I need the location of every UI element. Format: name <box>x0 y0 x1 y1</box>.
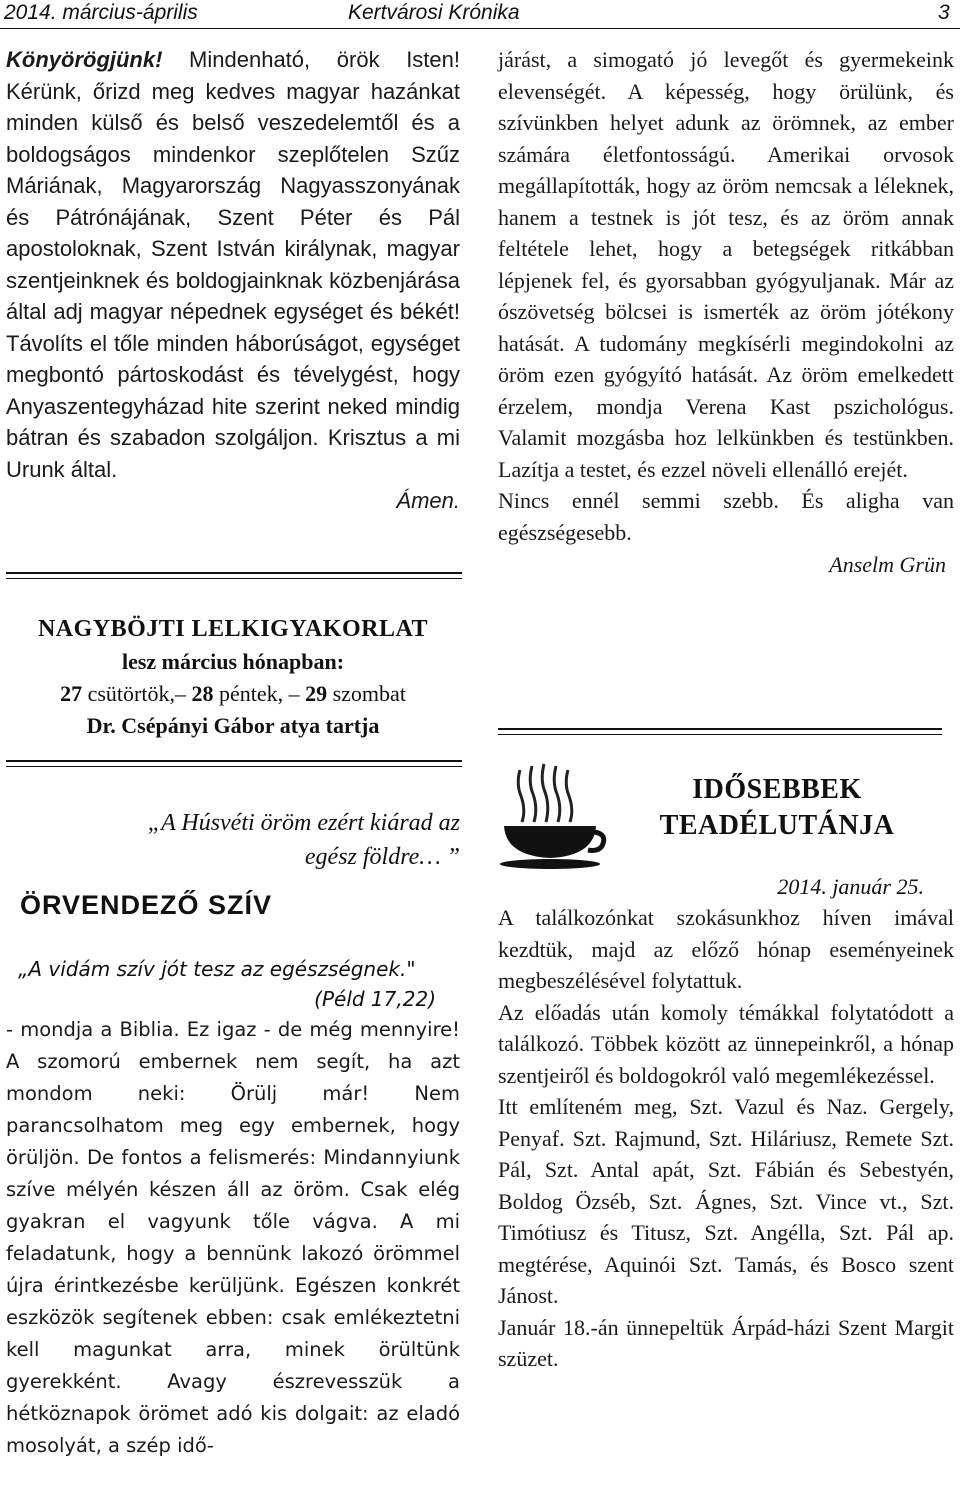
prayer-text: Mindenható, örök Isten! Kérünk, őrizd meg kedves magyar hazánkat minden külső és belső veszedelemtől és a boldogságos mindenkor szeplőtelen Szűz Máriának, Magyarország Nagyasszonyának és Pátrónájának, Szent Péter és Pál apostoloknak, Szent István királynak, magyar szentjeinknek és boldogjainknak közbenjárása által adj magyar népednek egységet és békét! Távolíts el tőle minden háborúságot, egységet megbontó pártoskodást és tévelygést, hogy Anyaszentegyházad hite szerint neked mindig bátran és szabadon szolgáljon. Krisztus a mi Urunk által. <box>6 47 460 482</box>
divider <box>6 572 462 579</box>
tea-paragraph-3: Itt említeném meg, Szt. Vazul és Naz. Gergely, Penyaf. Szt. Rajmund, Szt. Hiláriusz, Remete Szt. Pál, Szt. Antal apát, Szt. Fábián és Sebestyén, Boldog Özséb, Szt. Ágnes, Szt. Vince vt., Szt. Timótiusz és Titusz, Szt. Angélla, Szt. Pál ap. megtérése, Aquinói Szt. Tamás, és Bosco szent Jánost. <box>498 1094 954 1308</box>
header-rule <box>0 28 960 29</box>
prayer-section <box>6 44 460 517</box>
tea-report <box>498 902 954 1375</box>
date-3-text: szombat <box>327 681 406 706</box>
article-text: járást, a simogató jó levegőt és gyermekeink elevenségét. A képesség, hogy örülünk, és szívünkben helyet adunk az örömnek, az ember számára életfontosságú. Amerikai orvosok megállapították, hogy az öröm nemcsak a léleknek, hanem a testnek is jót tesz, és az öröm annak feltétele lehet, hogy a betegségek ritkábban lépjenek fel, és gyorsabban gyógyuljanak. Már az ószövetség bölcsei is ismerték az öröm jótékony hatását. A tudomány megkísérli megindokolni az öröm ezen gyógyító hatását. Az öröm emelkedett érzelem, mondja Verena Kast pszichológus. Valamit mozgásba hoz lelkünkben és testünkben. Lazítja a testet, és ezzel növeli ellenálló erejét. <box>498 47 954 482</box>
steaming-cup-icon <box>498 760 608 870</box>
tea-title-line-1: IDŐSEBBEK <box>692 774 862 805</box>
bible-quote: „A vidám szív jót tesz az egészségnek." <box>18 957 416 981</box>
date-2: 28 <box>191 681 214 706</box>
tea-title-line-2: TEADÉLUTÁNJA <box>659 810 895 841</box>
running-header <box>0 0 960 30</box>
retreat-title: NAGYBÖJTI LELKIGYAKORLAT <box>37 616 429 642</box>
article-conclusion: Nincs ennél semmi szebb. És aligha van egészségesebb. <box>498 488 954 545</box>
date-1-text: csütörtök,– <box>82 681 192 706</box>
article-title: ÖRVENDEZŐ SZÍV <box>20 890 273 920</box>
page-number: 3 <box>938 1 950 24</box>
prayer-amen: Ámen. <box>396 488 460 513</box>
prayer-lead: Könyörögjünk! <box>6 47 163 72</box>
prayer-paragraph <box>6 44 460 485</box>
joy-article-continued <box>498 44 954 582</box>
publication-title: Kertvárosi Krónika <box>348 1 520 24</box>
tea-paragraph-4: Január 18.-án ünnepeltük Árpád-házi Szent Margit szüzet. <box>498 1314 954 1371</box>
retreat-dates <box>0 678 466 710</box>
tea-date: 2014. január 25. <box>777 874 924 899</box>
date-2-text: péntek, – <box>213 681 306 706</box>
issue-date: 2014. március-április <box>4 1 198 24</box>
divider <box>6 760 462 767</box>
retreat-subtitle: lesz március hónapban: <box>121 649 345 674</box>
easter-quote: „A Húsvéti öröm ezért kiárad az egész földre… ” <box>147 810 460 870</box>
article-author: Anselm Grün <box>829 552 946 577</box>
tea-title <box>612 772 942 844</box>
article-text: - mondja a Biblia. Ez igaz - de még mennyire! A szomorú embernek nem segít, ha azt mondom neki: Örülj már! Nem parancsolhatom meg egy embernek, hogy örüljön. De fontos a felismerés: Mindannyiunk szíve mélyén készen áll az öröm. Csak elég gyakran el vagyunk tőle vágva. A mi feladatunk, hogy a bennünk lakozó örömmel újra érintkezésbe kerüljünk. Egészen konkrét eszközök segítenek ebben: csak emlékeztetni kell magunkat arra, minek örültünk gyerekként. Avagy észrevesszük a hétköznapok örömet adó kis dolgait: az eladó mosolyát, a szép idő- <box>6 1018 460 1457</box>
bible-reference: (Péld 17,22) <box>314 987 436 1011</box>
divider <box>498 728 942 735</box>
date-1: 27 <box>60 681 83 706</box>
retreat-announcement <box>0 612 466 742</box>
date-3: 29 <box>305 681 328 706</box>
joyful-heart-body <box>6 1014 460 1462</box>
tea-paragraph-2: Az előadás után komoly témákkal folytatódott a találkozó. Többek között az ünnepeinkről, a hónap szentjeiről és boldogokról való megemlékezéssel. <box>498 999 954 1088</box>
bible-quote-block <box>18 954 458 1014</box>
retreat-leader: Dr. Csépányi Gábor atya tartja <box>86 713 380 738</box>
tea-paragraph-1: A találkozónkat szokásunkhoz híven imával kezdtük, majd az előző hónap eseményeinek megbeszélésével folytattuk. <box>498 905 954 993</box>
